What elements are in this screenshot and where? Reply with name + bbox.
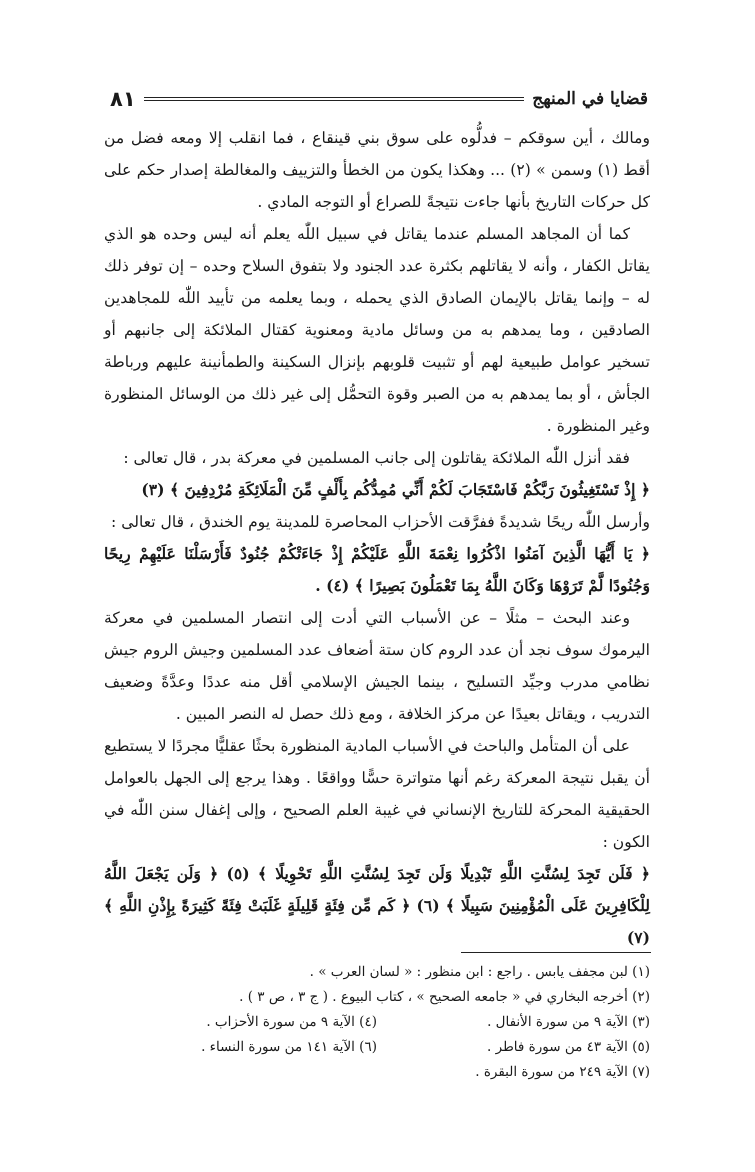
footnote-5: (٥) الآية ٤٣ من سورة فاطر . xyxy=(487,1039,650,1055)
paragraph-4: وأرسل اللّٰه ريحًا شديدةً ففرَّقت الأحزاب المحاصرة للمدينة يوم الخندق ، قال تعالى : xyxy=(111,513,650,531)
footnote-7: (٧) الآية ٢٤٩ من سورة البقرة . xyxy=(475,1064,650,1080)
footnote-row xyxy=(104,1010,650,1035)
quran-verses-final: ﴿ فَلَن تَجِدَ لِسُنَّتِ اللَّهِ تَبْدِيلًا وَلَن تَجِدَ لِسُنَّتِ اللَّهِ تَحْوِيلًا ﴾ (٥) ﴿ وَلَن يَجْعَلَ اللَّهُ لِلْكَافِرِينَ عَلَى الْمُؤْمِنِينَ سَبِيلًا ﴾ (٦) ﴿ كَم مِّن فِئَةٍ قَلِيلَةٍ غَلَبَتْ فِئَةً كَثِيرَةً بِإِذْنِ اللَّهِ ﴾ (٧) xyxy=(104,864,650,947)
footnotes xyxy=(104,960,650,1085)
footnote-6: (٦) الآية ١٤١ من سورة النساء . xyxy=(201,1039,377,1055)
quran-verse-anfal: ﴿ إِذْ تَسْتَغِيثُونَ رَبَّكُمْ فَاسْتَجَابَ لَكُمْ أَنِّي مُمِدُّكُم بِأَلْفٍ مِّنَ الْمَلَائِكَةِ مُرْدِفِينَ ﴾ (٣) xyxy=(141,480,650,499)
paragraph-6: على أن المتأمل والباحث في الأسباب المادية المنظورة بحثًا عقليًّا مجردًا لا يستطيع أن يقبل نتيجة المعركة رغم أنها متواترة حسًّا وواقعًا . وهذا يرجع إلى الجهل بالعوامل الحقيقية المحركة للتاريخ الإنساني في غيبة العلم الصحيح ، وإلى إغفال سنن اللّٰه في الكون : xyxy=(104,737,650,851)
footnote-1: (١) لبن مجفف يابس . راجع : ابن منظور : « لسان العرب » . xyxy=(309,964,650,980)
footnote-separator xyxy=(461,952,651,953)
header-rule xyxy=(144,97,525,101)
running-title: قضايا في المنهج xyxy=(532,89,648,109)
page-header xyxy=(110,84,648,114)
footnote-4: (٤) الآية ٩ من سورة الأحزاب . xyxy=(206,1014,377,1030)
quran-verse-ahzab: ﴿ يَا أَيُّهَا الَّذِينَ آمَنُوا اذْكُرُوا نِعْمَةَ اللَّهِ عَلَيْكُمْ إِذْ جَاءَتْكُمْ جُنُودٌ فَأَرْسَلْنَا عَلَيْهِمْ رِيحًا وَجُنُودًا لَّمْ تَرَوْهَا وَكَانَ اللَّهُ بِمَا تَعْمَلُونَ بَصِيرًا ﴾ (٤) . xyxy=(104,544,650,595)
footnote-row xyxy=(104,1035,650,1060)
paragraph-2: كما أن المجاهد المسلم عندما يقاتل في سبيل اللّٰه يعلم أنه ليس وحده هو الذي يقاتل الكفار ، وأنه لا يقاتلهم بكثرة عدد الجنود ولا بتفوق السلاح وحده – إن توفر ذلك له – وإنما يقاتل بالإيمان الصادق الذي يحمله ، وبما يعلمه من تأييد اللّٰه للمجاهدين الصادقين ، وما يمدهم به من وسائل مادية ومعنوية كقتال الملائكة إلى جانبهم أو تسخير عوامل طبيعية لهم أو تثبيت قلوبهم بإنزال السكينة والطمأنينة عليهم ورباطة الجأش ، أو بما يمدهم به من الصبر وقوة التحمُّل إلى غير ذلك من الوسائل المنظورة وغير المنظورة . xyxy=(104,225,650,435)
main-text xyxy=(104,122,650,954)
paragraph-5: وعند البحث – مثلًا – عن الأسباب التي أدت إلى انتصار المسلمين في معركة اليرموك سوف نجد أن عدد الروم كان ستة أضعاف عدد المسلمين وجيش الروم جيش نظامي مدرب وجيِّد التسليح ، بينما الجيش الإسلامي أقل منه عددًا وعدَّةً وضعيف التدريب ، ويقاتل بعيدًا عن مركز الخلافة ، ومع ذلك حصل له النصر المبين . xyxy=(104,609,650,723)
footnote-2: (٢) أخرجه البخاري في « جامعه الصحيح » ، كتاب البيوع . ( ج ٣ ، ص ٣ ) . xyxy=(239,989,650,1005)
page-number: ٨١ xyxy=(110,87,136,111)
footnote-3: (٣) الآية ٩ من سورة الأنفال . xyxy=(487,1014,650,1030)
paragraph-1: ومالك ، أين سوقكم – فدلُّوه على سوق بني قينقاع ، فما انقلب إلا ومعه فضل من أقط (١) وسمن » (٢) ... وهكذا يكون من الخطأ والتزييف والمغالطة إصدار حكم على كل حركات التاريخ بأنها جاءت نتيجةً للصراع أو التوجه المادي . xyxy=(104,129,650,211)
paragraph-3: فقد أنزل اللّٰه الملائكة يقاتلون إلى جانب المسلمين في معركة بدر ، قال تعالى : xyxy=(123,449,630,467)
